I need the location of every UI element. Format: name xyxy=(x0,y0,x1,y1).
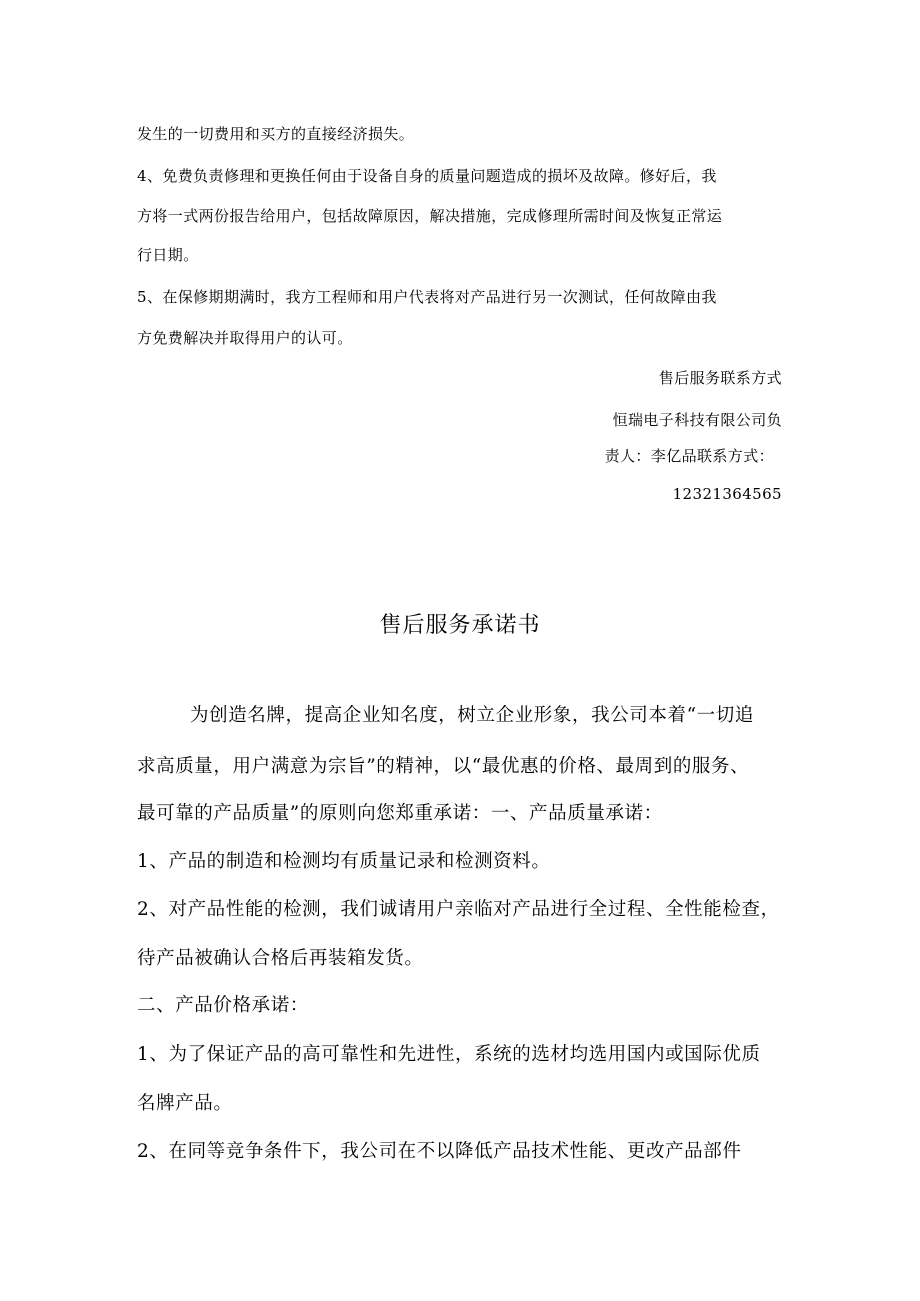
contact-line-2: 责人：李亿品联系方式： xyxy=(604,447,774,465)
body-line-3: 最可靠的产品质量”的原则向您郑重承诺：一、产品质量承诺： xyxy=(137,803,663,824)
upper-line-6: 方免费解决并取得用户的认可。 xyxy=(137,329,353,347)
contact-phone: 12321364565 xyxy=(672,485,782,503)
body-line-10: 2、在同等竞争条件下，我公司在不以降低产品技术性能、更改产品部件 xyxy=(137,1141,742,1162)
body-line-7: 二、产品价格承诺： xyxy=(137,995,309,1016)
body-line-9: 名牌产品。 xyxy=(137,1093,233,1114)
body-line-8: 1、为了保证产品的高可靠性和先进性，系统的选材均选用国内或国际优质 xyxy=(137,1044,761,1065)
body-line-5: 2、对产品性能的检测，我们诚请用户亲临对产品进行全过程、全性能检查， xyxy=(137,899,780,920)
upper-line-4: 行日期。 xyxy=(137,246,199,264)
page-title: 售后服务承诺书 xyxy=(379,613,541,638)
contact-heading: 售后服务联系方式 xyxy=(658,369,782,387)
body-line-1: 为创造名牌，提高企业知名度，树立企业形象，我公司本着“一切追 xyxy=(190,705,754,726)
upper-line-1: 发生的一切费用和买方的直接经济损失。 xyxy=(137,125,415,143)
upper-line-2: 4、免费负责修理和更换任何由于设备自身的质量问题造成的损坏及故障。修好后，我 xyxy=(137,167,717,185)
upper-line-3: 方将一式两份报告给用户，包括故障原因，解决措施，完成修理所需时间及恢复正常运 xyxy=(137,207,723,225)
contact-line-1: 恒瑞电子科技有限公司负 xyxy=(612,411,782,429)
upper-line-5: 5、在保修期期满时，我方工程师和用户代表将对产品进行另一次测试，任何故障由我 xyxy=(137,288,717,306)
body-line-6: 待产品被确认合格后再装箱发货。 xyxy=(137,948,424,969)
body-line-2: 求高质量，用户满意为宗旨”的精神，以“最优惠的价格、最周到的服务、 xyxy=(137,756,750,777)
body-line-4: 1、产品的制造和检测均有质量记录和检测资料。 xyxy=(137,851,551,872)
